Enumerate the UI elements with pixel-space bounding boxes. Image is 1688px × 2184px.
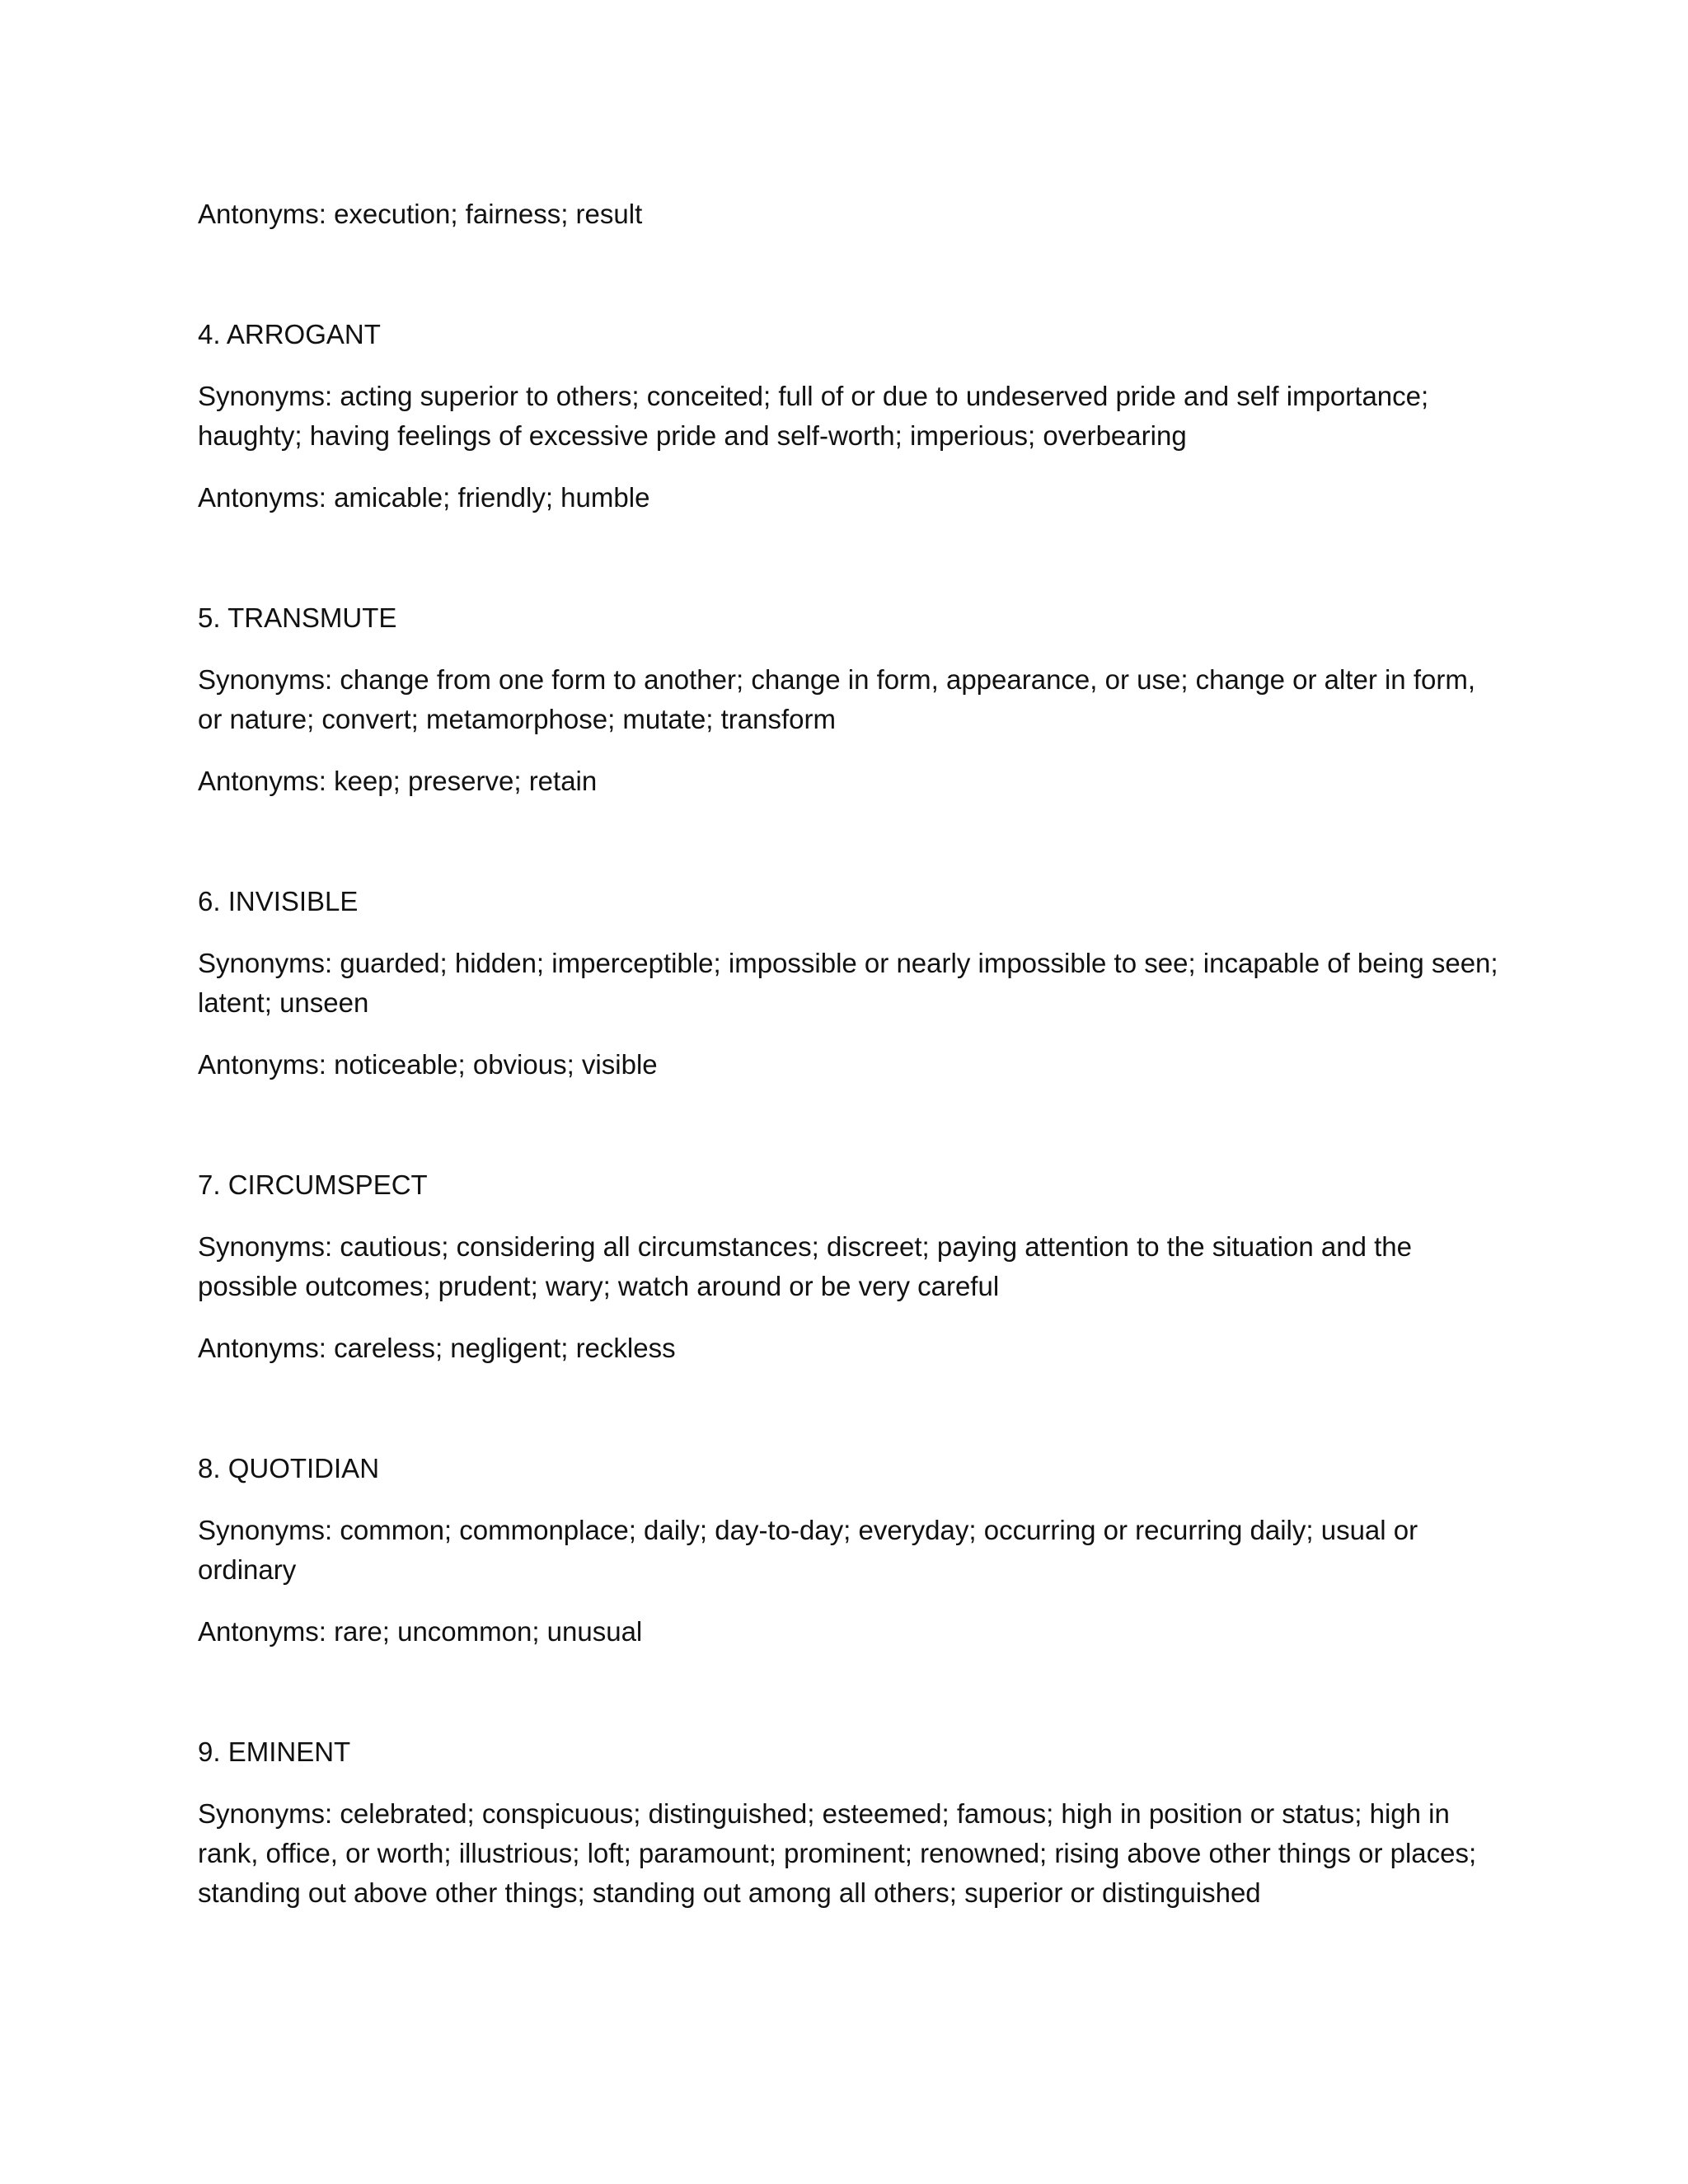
synonyms-line: Synonyms: change from one form to another; change in form, appearance, or use; change or alter in form, or nature; convert; metamorphose; mutate; transform	[198, 664, 1476, 734]
antonyms-line: Antonyms: noticeable; obvious; visible	[198, 1049, 658, 1080]
entry-title: 9. EMINENT	[198, 1736, 351, 1767]
entry-invisible	[198, 882, 1500, 1085]
entry-transmute	[198, 598, 1500, 801]
antonyms-line: Antonyms: keep; preserve; retain	[198, 766, 598, 796]
entry-title: 5. TRANSMUTE	[198, 602, 397, 633]
entry-quotidian	[198, 1449, 1500, 1652]
entry-circumspect	[198, 1165, 1500, 1368]
entry-eminent	[198, 1732, 1500, 1913]
synonyms-line: Synonyms: acting superior to others; conceited; full of or due to undeserved pride and self importance; haughty; having feelings of excessive pride and self-worth; imperious; overbearing	[198, 381, 1429, 451]
synonyms-line: Synonyms: guarded; hidden; imperceptible; impossible or nearly impossible to see; incapable of being seen; latent; unseen	[198, 948, 1498, 1018]
entry-title: 8. QUOTIDIAN	[198, 1453, 380, 1483]
antonyms-line: Antonyms: amicable; friendly; humble	[198, 482, 650, 513]
antonyms-line: Antonyms: rare; uncommon; unusual	[198, 1616, 643, 1647]
entry-title: 7. CIRCUMSPECT	[198, 1169, 428, 1200]
synonyms-line: Synonyms: cautious; considering all circumstances; discreet; paying attention to the situation and the possible outcomes; prudent; wary; watch around or be very careful	[198, 1231, 1412, 1301]
entry-title: 6. INVISIBLE	[198, 886, 359, 916]
entry-arrogant	[198, 315, 1500, 518]
synonyms-line: Synonyms: celebrated; conspicuous; distinguished; esteemed; famous; high in position or status; high in rank, office, or worth; illustrious; loft; paramount; prominent; renowned; rising above other things or places; standing out above other things; standing out among all others; superior or distinguished	[198, 1798, 1477, 1908]
document-body	[198, 194, 1500, 1935]
synonyms-line: Synonyms: common; commonplace; daily; day-to-day; everyday; occurring or recurring daily; usual or ordinary	[198, 1515, 1418, 1585]
antonyms-line: Antonyms: careless; negligent; reckless	[198, 1333, 676, 1363]
antonyms-line: Antonyms: execution; fairness; result	[198, 199, 643, 229]
entry-title: 4. ARROGANT	[198, 319, 381, 349]
